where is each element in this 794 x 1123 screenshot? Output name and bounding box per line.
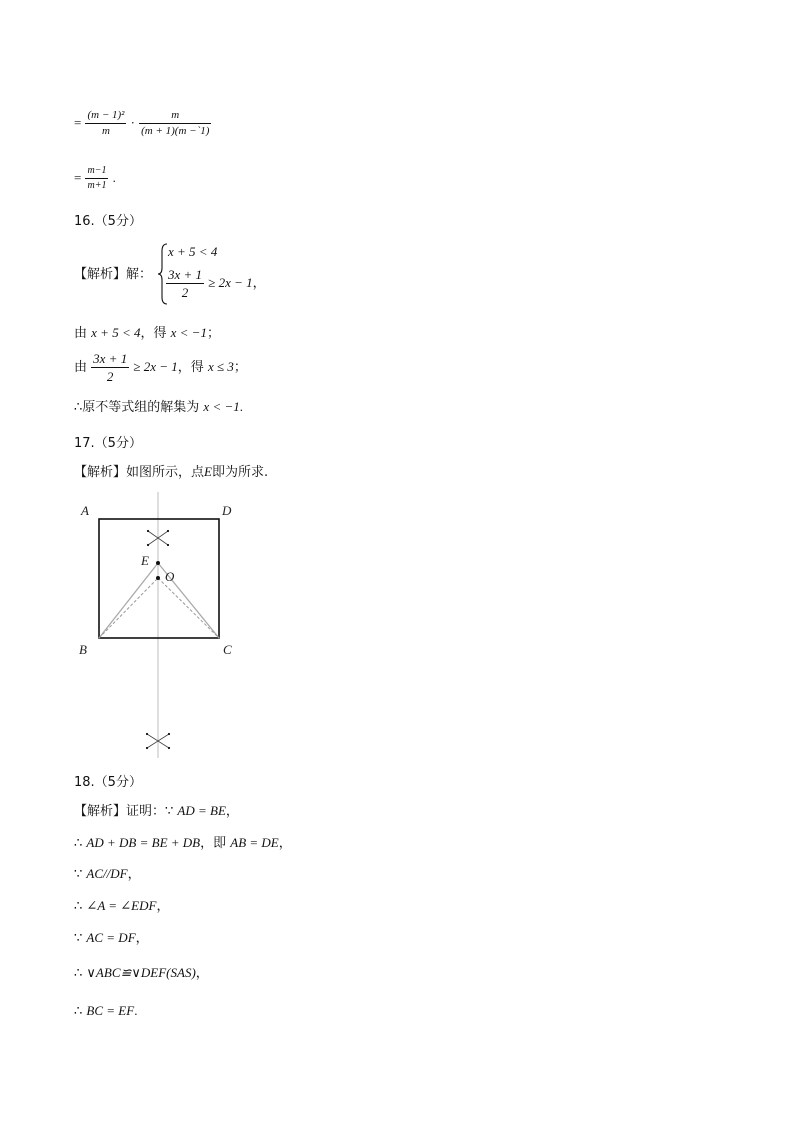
proof-math: AD + DB = BE + DB [86, 835, 201, 850]
comma: ， [278, 836, 292, 851]
point-e-label: E [204, 464, 212, 479]
proof-text: ∴ [74, 966, 83, 981]
period: . [134, 1003, 138, 1018]
multiply-dot: · [130, 115, 135, 130]
label-c: C [223, 642, 232, 657]
fraction-denominator: 2 [106, 369, 114, 384]
label-d: D [222, 503, 232, 518]
step-result: x < −1 [170, 325, 207, 340]
q18-line-6 [74, 966, 209, 980]
proof-math: AD = BE [177, 803, 226, 818]
step-result: x ≤ 3 [207, 359, 234, 374]
proof-math: AC = DF [86, 930, 136, 945]
q17-text-post: 即为所求. [211, 465, 269, 480]
q18-line-1 [74, 804, 239, 818]
q16-row2-numerator: 3x + 1 [168, 267, 203, 282]
fraction-1-denominator: m [102, 125, 110, 137]
q16-row2-fraction [166, 268, 204, 299]
result-fraction [85, 166, 108, 191]
q17-header: 17.（5分） [74, 436, 142, 451]
semicolon: ； [233, 360, 247, 375]
q16-row2-inequality: ≥ 2x − 1 [208, 275, 253, 290]
q17-text [74, 465, 268, 479]
q16-step-1 [74, 326, 220, 340]
semicolon: ； [206, 326, 220, 341]
comma: ， [156, 899, 170, 914]
label-b: B [79, 642, 87, 657]
fraction-2-numerator: m [139, 110, 211, 124]
fraction-2-denominator: (m + 1)(m −`1) [141, 125, 210, 137]
segment-be [99, 563, 158, 638]
q18-line-5 [74, 931, 149, 945]
q18-header: 18.（5分） [74, 775, 142, 790]
q18-line-7 [74, 1004, 137, 1018]
proof-text: 【解析】证明：∵ [74, 804, 174, 819]
proof-text: ∵ [74, 867, 83, 882]
period: . [112, 170, 116, 185]
fraction-1-numerator: (m − 1)² [85, 110, 126, 124]
equation-line-1 [74, 110, 211, 137]
result-denominator: m+1 [87, 180, 107, 191]
q16-header: 16.（5分） [74, 214, 142, 229]
comma: ， [135, 931, 149, 946]
comma: ， [225, 804, 239, 819]
equals-sign: = [74, 170, 82, 185]
q18-line-4 [74, 899, 169, 913]
step-math: x + 5 < 4 [91, 325, 141, 340]
proof-math: BC = EF [86, 1003, 135, 1018]
comma: ， [195, 966, 209, 981]
result-numerator: m−1 [85, 166, 108, 179]
segment-oc [158, 578, 219, 638]
q16-label: 【解析】解： [74, 267, 153, 282]
proof-math: AC//DF [86, 866, 128, 881]
q18-line-3 [74, 867, 141, 881]
comma: ， [252, 276, 266, 291]
q18-line-2 [74, 836, 292, 850]
fraction-2 [139, 110, 211, 137]
step-text: ，得 [177, 360, 204, 375]
proof-text: ∴ [74, 1004, 83, 1019]
step-math: ≥ 2x − 1 [133, 359, 178, 374]
point-o [156, 576, 160, 580]
proof-text: ∴ [74, 899, 83, 914]
proof-math: AB = DE [230, 835, 279, 850]
conclusion-text: ∴原不等式组的解集为 [74, 400, 200, 415]
proof-text: ，即 [200, 836, 227, 851]
proof-math: ∨ABC≌∨DEF(SAS) [86, 965, 196, 980]
q16-step-2 [74, 352, 247, 383]
label-a: A [81, 503, 89, 518]
fraction-numerator: 3x + 1 [93, 351, 128, 366]
step-text: 由 [74, 326, 88, 341]
proof-math: ∠A = ∠EDF [86, 898, 157, 913]
q16-step2-fraction [91, 352, 129, 383]
label-e: E [141, 553, 149, 568]
geometry-figure [70, 490, 250, 760]
point-e [156, 561, 160, 565]
conclusion-math: x < −1 [203, 399, 240, 414]
segment-bo [99, 578, 158, 638]
proof-text: ∵ [74, 931, 83, 946]
proof-text: ∴ [74, 836, 83, 851]
step-text: ，得 [140, 326, 167, 341]
equation-line-2 [74, 166, 116, 191]
step-text: 由 [74, 360, 88, 375]
comma: ， [127, 867, 141, 882]
period: . [239, 399, 243, 414]
q16-system-row-1: x + 5 < 4 [168, 244, 218, 259]
fraction-1 [85, 110, 126, 137]
q16-system-row-2 [166, 268, 266, 299]
q17-text-pre: 【解析】如图所示，点 [74, 465, 205, 480]
q16-row2-denominator: 2 [181, 285, 189, 300]
q16-conclusion [74, 400, 243, 414]
label-o: O [165, 569, 175, 584]
equals-sign: = [74, 115, 82, 130]
